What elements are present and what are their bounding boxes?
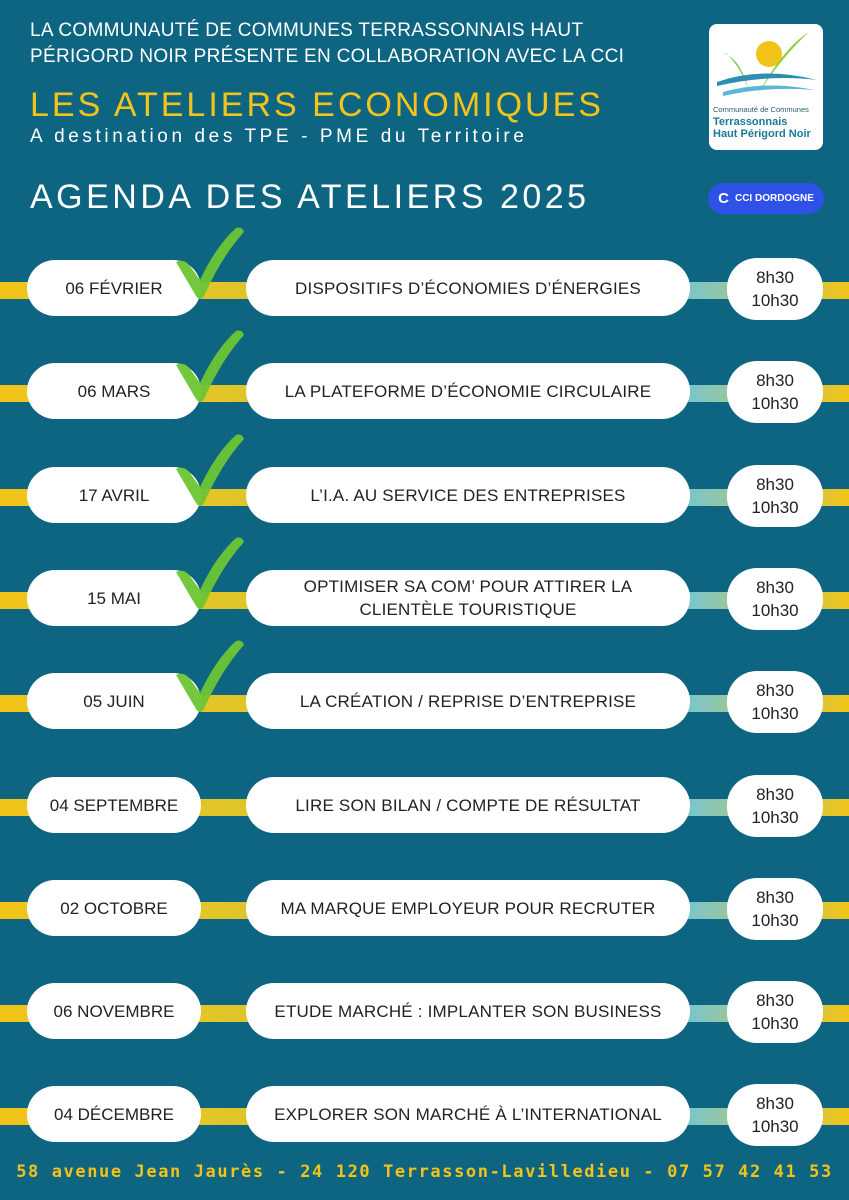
intro-text [30, 18, 690, 70]
session-topic-line-1: LA PLATEFORME D’ÉCONOMIE CIRCULAIRE [284, 381, 652, 401]
session-time [727, 361, 823, 423]
session-row [0, 777, 849, 837]
session-topic-line-1: DISPOSITIFS D’ÉCONOMIES D’ÉNERGIES [295, 278, 641, 298]
session-time [727, 671, 823, 733]
session-topic [246, 363, 690, 419]
footer-address: 58 avenue Jean Jaurès - 24 120 Terrasson-Lavilledieu - 07 57 42 41 53 [16, 1162, 833, 1182]
checkmark-icon [170, 327, 248, 407]
session-start-time: 8h30 [756, 268, 794, 287]
session-end-time: 10h30 [751, 808, 799, 827]
session-time [727, 878, 823, 940]
intro-line-1: LA COMMUNAUTÉ DE COMMUNES TERRASSONNAIS HAUT [30, 20, 584, 41]
checkmark-icon [170, 637, 248, 717]
session-topic-line-1: MA MARQUE EMPLOYEUR POUR RECRUTER [280, 898, 656, 918]
cci-badge [708, 183, 824, 214]
session-topic-line-2: CLIENTÈLE TOURISTIQUE [359, 600, 577, 619]
session-date: 05 JUIN [27, 673, 201, 729]
session-row [0, 983, 849, 1043]
session-topic [246, 983, 690, 1039]
session-date: 04 SEPTEMBRE [27, 777, 201, 833]
session-time [727, 568, 823, 630]
session-time [727, 465, 823, 527]
page-title: LES ATELIERS ECONOMIQUES [30, 86, 604, 124]
session-row [0, 260, 849, 320]
session-start-time: 8h30 [756, 578, 794, 597]
logo-name [713, 116, 823, 140]
session-start-time: 8h30 [756, 371, 794, 390]
session-topic-line-1: EXPLORER SON MARCHÉ À L’INTERNATIONAL [274, 1104, 662, 1124]
agenda-title: AGENDA DES ATELIERS 2025 [30, 178, 590, 216]
logo-line-1: Terrassonnais [713, 116, 788, 128]
cci-badge-label: CCI DORDOGNE [734, 193, 814, 204]
session-topic-line-1: L’I.A. AU SERVICE DES ENTREPRISES [310, 485, 626, 505]
session-end-time: 10h30 [751, 601, 799, 620]
session-start-time: 8h30 [756, 785, 794, 804]
session-start-time: 8h30 [756, 1094, 794, 1113]
session-row [0, 880, 849, 940]
page-subtitle: A destination des TPE - PME du Territoire [30, 126, 528, 147]
session-topic [246, 880, 690, 936]
logo-icon [713, 30, 819, 102]
session-time [727, 1084, 823, 1146]
session-end-time: 10h30 [751, 1014, 799, 1033]
logo-line-small: Communauté de Communes [713, 105, 809, 114]
session-time [727, 981, 823, 1043]
session-topic-line-1: LIRE SON BILAN / COMPTE DE RÉSULTAT [295, 795, 641, 815]
logo-line-2: Haut Périgord Noir [713, 128, 811, 140]
session-date: 04 DÉCEMBRE [27, 1086, 201, 1142]
session-start-time: 8h30 [756, 681, 794, 700]
session-start-time: 8h30 [756, 991, 794, 1010]
session-start-time: 8h30 [756, 888, 794, 907]
community-logo [709, 24, 823, 150]
session-topic-line-1: LA CRÉATION / REPRISE D’ENTREPRISE [299, 691, 637, 711]
session-row [0, 570, 849, 630]
session-end-time: 10h30 [751, 291, 799, 310]
checkmark-icon [170, 534, 248, 614]
session-date: 06 MARS [27, 363, 201, 419]
session-topic [246, 260, 690, 316]
session-date: 02 OCTOBRE [27, 880, 201, 936]
session-date: 06 FÉVRIER [27, 260, 201, 316]
session-date: 17 AVRIL [27, 467, 201, 523]
session-topic-line-1: ETUDE MARCHÉ : IMPLANTER SON BUSINESS [274, 1001, 662, 1021]
session-date: 15 MAI [27, 570, 201, 626]
session-row [0, 467, 849, 527]
session-end-time: 10h30 [751, 704, 799, 723]
session-row [0, 363, 849, 423]
checkmark-icon [170, 224, 248, 304]
session-date: 06 NOVEMBRE [27, 983, 201, 1039]
session-topic [246, 467, 690, 523]
session-topic-line-1: OPTIMISER SA COM’ POUR ATTIRER LA [303, 577, 633, 596]
session-row [0, 673, 849, 733]
session-time [727, 258, 823, 320]
session-end-time: 10h30 [751, 498, 799, 517]
session-start-time: 8h30 [756, 475, 794, 494]
cci-logo-icon: C [718, 190, 729, 207]
intro-line-2: PÉRIGORD NOIR PRÉSENTE EN COLLABORATION AVEC LA CCI [30, 46, 625, 67]
session-row [0, 1086, 849, 1146]
session-topic [246, 673, 690, 729]
session-time [727, 775, 823, 837]
session-end-time: 10h30 [751, 911, 799, 930]
session-topic [246, 570, 690, 626]
session-end-time: 10h30 [751, 1117, 799, 1136]
session-topic [246, 777, 690, 833]
checkmark-icon [170, 431, 248, 511]
session-topic [246, 1086, 690, 1142]
session-end-time: 10h30 [751, 394, 799, 413]
